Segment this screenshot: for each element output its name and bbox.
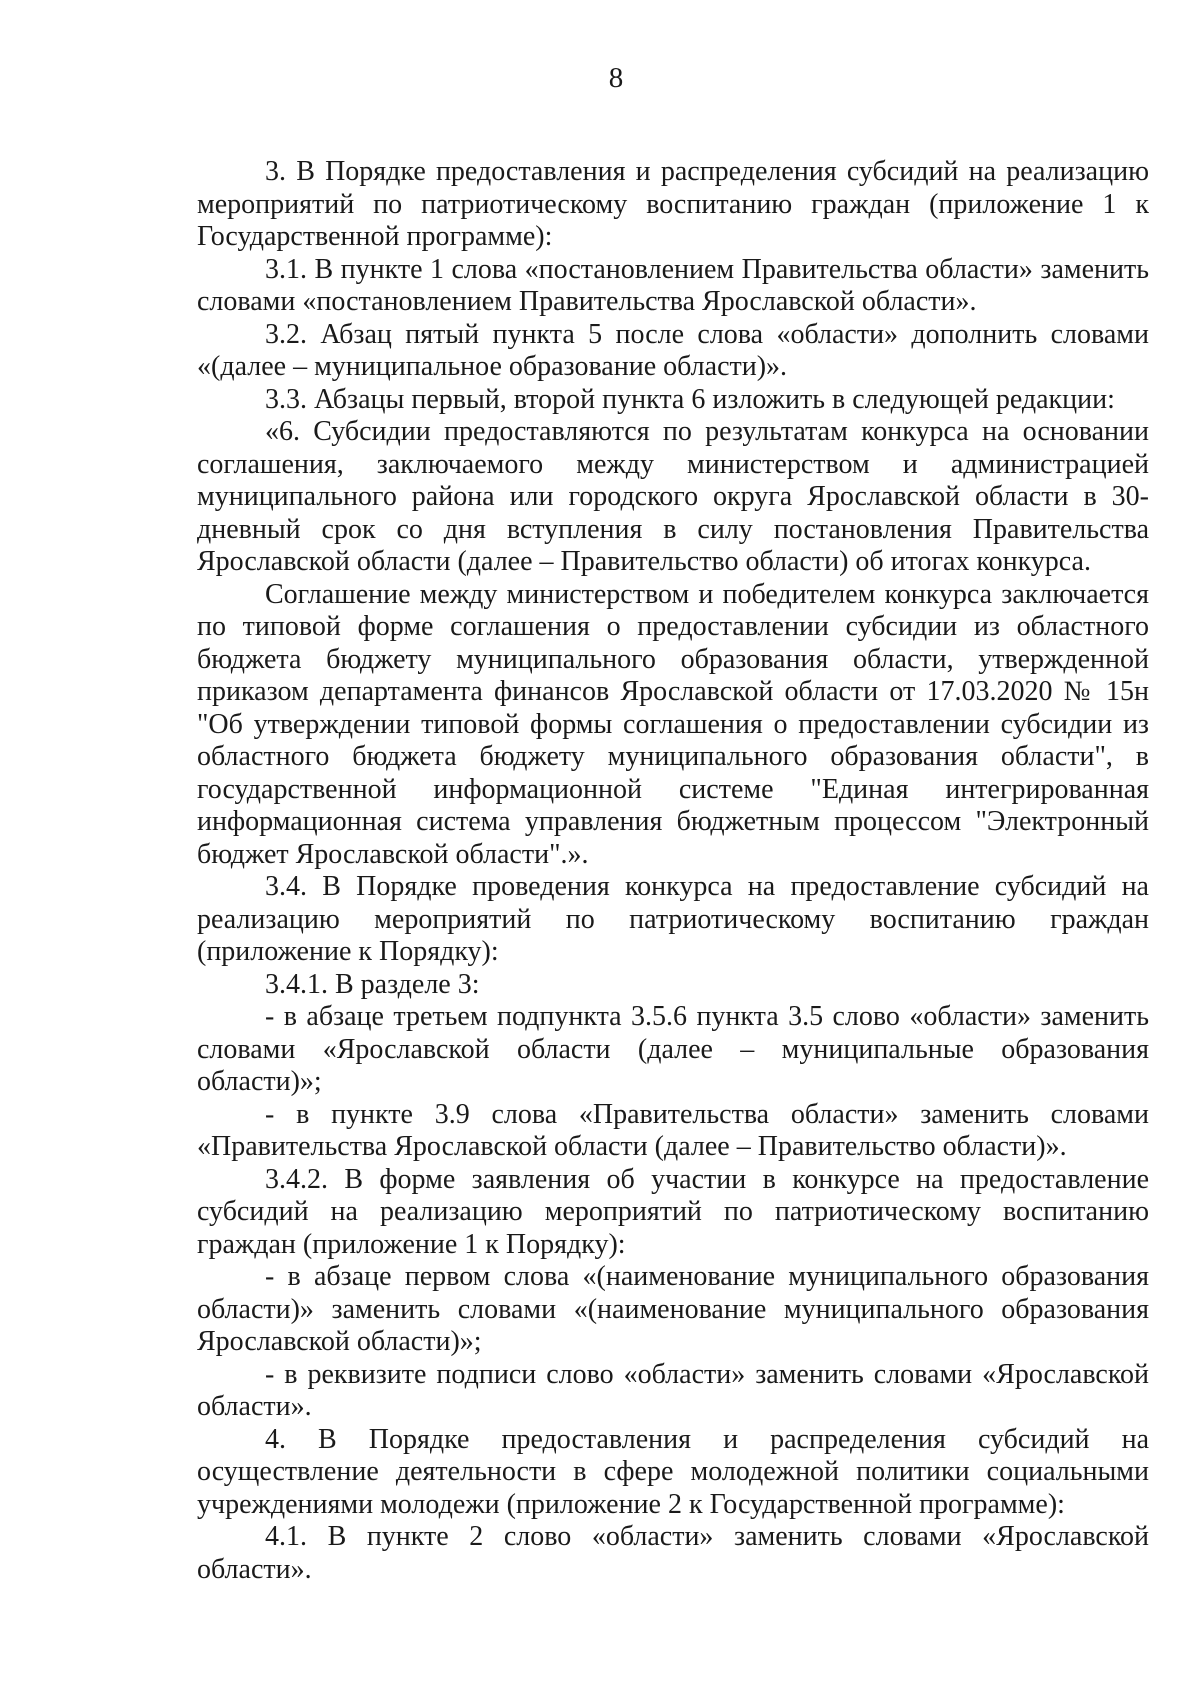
paragraph-4: 4. В Порядке предоставления и распределения субсидий на осуществление деятельности в сфере молодежной политики социальными учреждениями молодежи (приложение 2 к Государственной программе):: [197, 1423, 1149, 1520]
paragraph-3-3: 3.3. Абзацы первый, второй пункта 6 изложить в следующей редакции:: [265, 383, 1115, 415]
paragraph-3-4-2-item-2: - в реквизите подписи слово «области» заменить словами «Ярославской области».: [197, 1358, 1149, 1422]
paragraph-4-1: 4.1. В пункте 2 слово «области» заменить словами «Ярославской области».: [197, 1521, 1149, 1585]
paragraph-3-4: 3.4. В Порядке проведения конкурса на предоставление субсидий на реализацию мероприятий по патриотическому воспитанию граждан (приложение к Порядку):: [197, 871, 1149, 967]
document-body: [197, 156, 1149, 1586]
paragraph-agreement: Соглашение между министерством и победителем конкурса заключается по типовой форме соглашения о предоставлении субсидии из областного бюджета бюджету муниципального образования области, утвержденной приказом департамента финансов Ярославской области от 17.03.2020 № 15н "Об утверждении типовой формы соглашения о предоставлении субсидии из областного бюджета бюджету муниципального образования области", в государственной информационной системе "Единая интегрированная информационная система управления бюджетным процессом "Электронный бюджет Ярославской области".».: [197, 578, 1149, 870]
paragraph-3-4-1-item-1: - в абзаце третьем подпункта 3.5.6 пункта 3.5 слово «области» заменить словами «Ярославской области (далее – муниципальные образования области)»;: [197, 1001, 1149, 1097]
paragraph-3-4-1-item-2: - в пункте 3.9 слова «Правительства области» заменить словами «Правительства Ярославской области (далее – Правительство области)».: [197, 1098, 1149, 1162]
paragraph-3-2: 3.2. Абзац пятый пункта 5 после слова «области» дополнить словами «(далее – муниципальное образование области)».: [197, 318, 1149, 382]
paragraph-3-4-2-item-1: - в абзаце первом слова «(наименование муниципального образования области)» заменить словами «(наименование муниципального образования Ярославской области)»;: [197, 1261, 1149, 1357]
paragraph-3-4-2: 3.4.2. В форме заявления об участии в конкурсе на предоставление субсидий на реализацию мероприятий по патриотическому воспитанию граждан (приложение 1 к Порядку):: [197, 1163, 1149, 1260]
paragraph-quoted-6: «6. Субсидии предоставляются по результатам конкурса на основании соглашения, заключаемого между министерством и администрацией муниципального района или городского округа Ярославской области в 30-дневный срок со дня вступления в силу постановления Правительства Ярославской области (далее – Правительство области) об итогах конкурса.: [197, 416, 1149, 577]
paragraph-3-4-1: 3.4.1. В разделе 3:: [265, 968, 480, 1000]
paragraph-3: 3. В Порядке предоставления и распределения субсидий на реализацию мероприятий по патриотическому воспитанию граждан (приложение 1 к Государственной программе):: [197, 156, 1149, 252]
paragraph-3-1: 3.1. В пункте 1 слова «постановлением Правительства области» заменить словами «постановлением Правительства Ярославской области».: [197, 253, 1149, 317]
page-number: 8: [608, 62, 624, 94]
